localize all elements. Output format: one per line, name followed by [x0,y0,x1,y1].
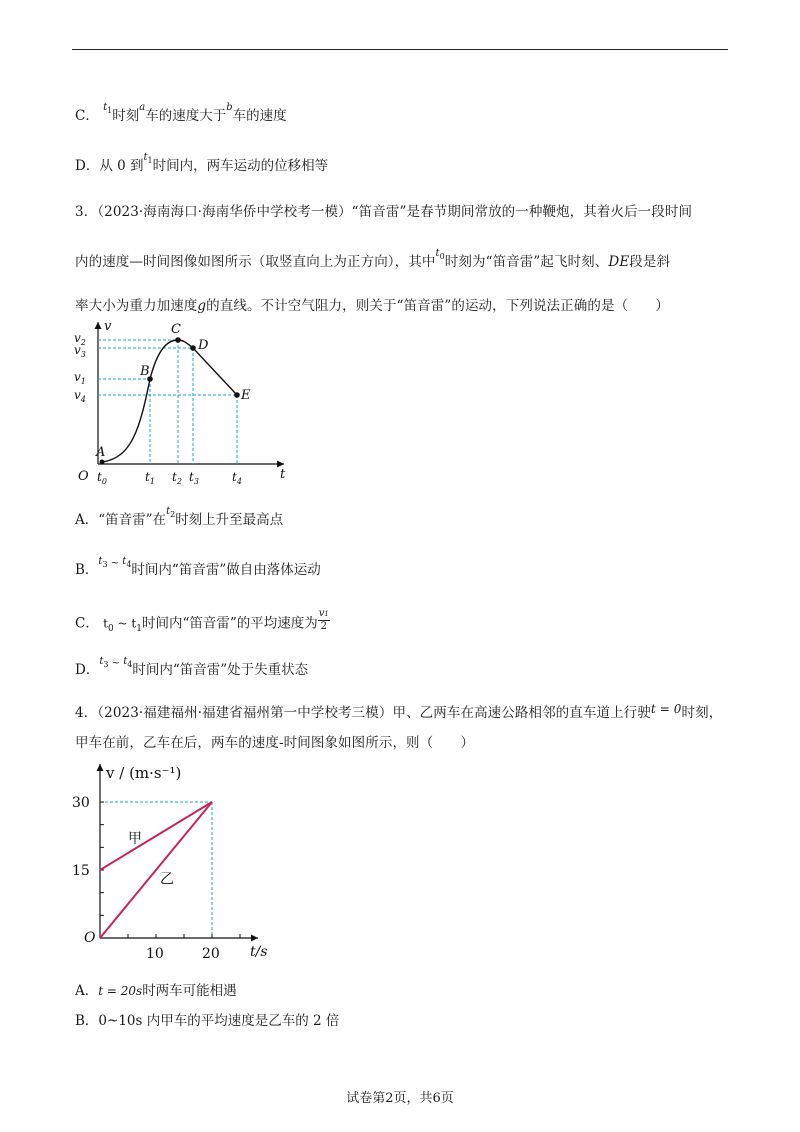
q3-option-d[interactable]: D．$^{t3}$ ~ $^{t4}$时间内“笛音雷”处于失重状态 [75,656,309,678]
tlabel-4: $t_4$ [232,470,242,486]
series-line-jia [100,802,212,870]
option-c-top[interactable]: C． $^{t1}$时刻$^a$车的速度大于$^b$车的速度 [75,102,287,124]
label-a: A [96,445,106,460]
vlabel-4: $v_4$ [74,388,86,404]
q4-option-a[interactable]: A．t = 20s时两车可能相遇 [75,983,237,999]
tlabel-2: $t_2$ [172,470,182,486]
vt-diagram-q3 [72,318,302,490]
x-axis-label: t/s [250,944,268,960]
y-tick-label: 15 [72,863,90,879]
q3-option-b[interactable]: B．$^{t3}$ ~ $^{t4}$时间内“笛音雷”做自由落体运动 [75,556,321,578]
origin-label: O [84,930,96,946]
series-label-jia: 甲 [128,830,142,847]
q3-line1: 3．（2023·海南海口·海南华侨中学校考一模）“笛音雷”是春节期间常放的一种鞭炮，其着火后一段时间 [75,204,693,220]
series-label-yi: 乙 [160,871,174,888]
series-line-yi [100,802,212,938]
point-d [190,345,196,351]
label-t-axis: t [280,467,286,482]
q4-option-b[interactable]: B．0~10s 内甲车的平均速度是乙车的 2 倍 [75,1013,340,1029]
x-tick-label: 10 [146,946,164,962]
tlabel-3: $t_3$ [189,470,199,486]
point-e [234,392,240,398]
option-d-top[interactable]: D．从 0 到$^{t1}$时间内，两车运动的位移相等 [75,152,329,174]
tlabel-0: $t_0$ [97,470,107,486]
vlabel-1: $v_1$ [74,370,86,386]
vlabel-2: $v_2$ [74,331,86,347]
q3-line2: 内的速度—时间图像如图所示（取竖直向上为正方向），其中$^{t0}$时刻为“笛音雷”起飞时刻、DE段是斜 [75,248,671,270]
label-origin: O [78,469,89,484]
y-axis-label: v / (m·s⁻¹) [106,764,182,782]
q3-line3: 率大小为重力加速度g的直线。不计空气阻力，则关于“笛音雷”的运动，下列说法正确的是（ ） [75,298,669,314]
q3-option-c[interactable]: C． $t_0$ ~ $t_1$时间内“笛音雷”的平均速度为 $\frac{v1}{2}$ [75,608,329,634]
x-tick-label: 20 [202,946,220,962]
label-v-axis: v [104,319,112,334]
var-t: t [103,102,108,113]
q4-line2: 甲车在前，乙车在后，两车的速度-时间图象如图所示，则（ ） [75,735,475,751]
fraction-v1-over-2: $\frac{v1}{2}$ [318,608,329,632]
label-b: B [140,364,150,379]
y-tick-label: 30 [72,795,90,811]
label-d: D [198,338,209,353]
point-c [175,337,181,343]
point-a [100,460,105,465]
vlabel-3: $v_3$ [74,343,86,359]
tlabel-1: $t_1$ [145,470,155,486]
q3-option-a[interactable]: A．“笛音雷”在$^{t2}$时刻上升至最高点 [75,506,284,528]
page-footer: 试卷第2页，共6页 [346,1091,454,1106]
label-c: C [171,322,181,337]
label-e: E [241,388,251,403]
vt-chart-q4 [68,758,278,968]
q4-line1: 4．（2023·福建福州·福建省福州第一中学校考三模）甲、乙两车在高速公路相邻的直车道上行驶t = 0时刻， [75,702,723,721]
header-rule [72,49,728,50]
vt-curve [102,340,237,462]
